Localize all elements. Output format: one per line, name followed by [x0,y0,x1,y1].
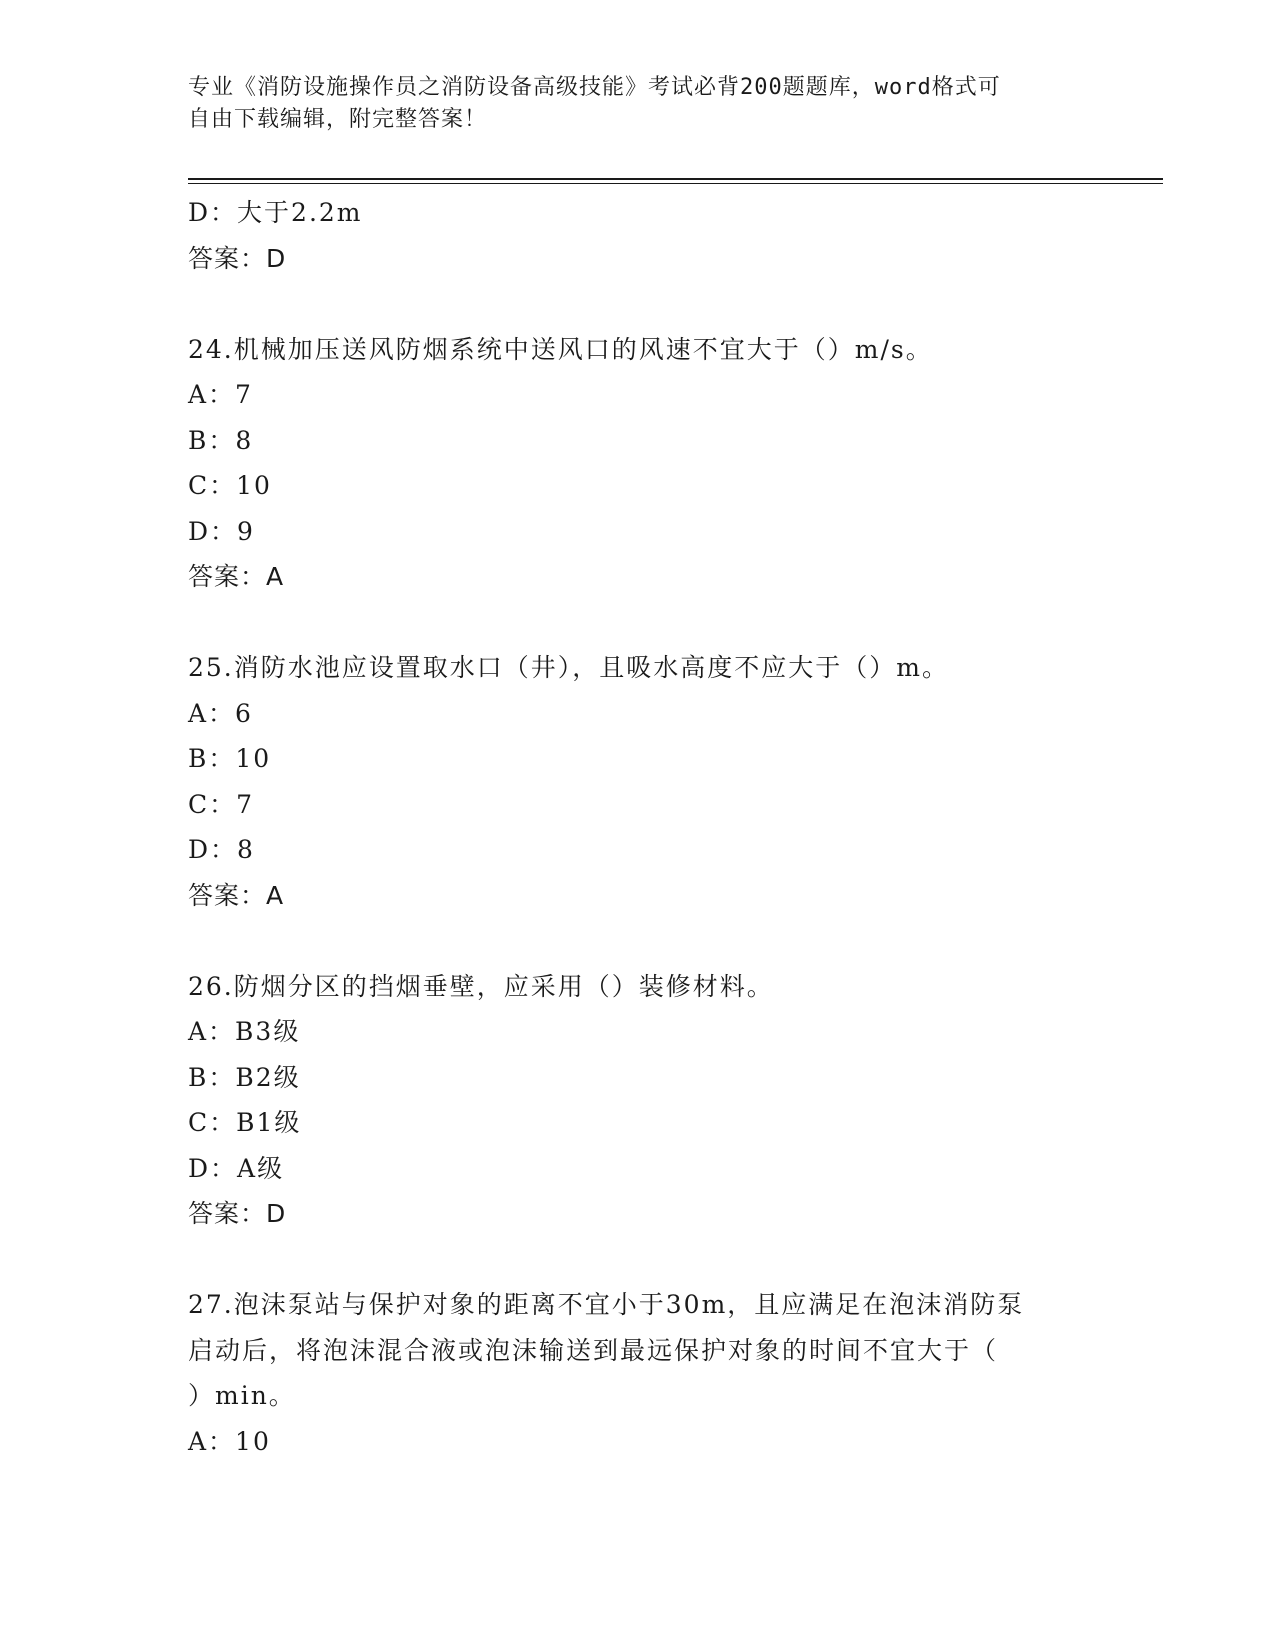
option-d: D：大于2.2m [188,198,363,227]
spacer [188,1237,1078,1283]
option-d: D：A级 [188,1153,285,1183]
question-stem-line-2: 启动后，将泡沫混合液或泡沫输送到最远保护对象的时间不宜大于（ [188,1335,999,1365]
spacer [188,281,1078,327]
header-line-2: 自由下载编辑，附完整答案！ [188,107,488,132]
header-divider-thick [188,178,1163,180]
question-stem-line-1: 27.泡沫泵站与保护对象的距离不宜小于30m，且应满足在泡沫消防泵 [188,1290,1025,1319]
option-c: C：B1级 [188,1108,302,1137]
question-content [188,190,1078,1464]
question-stem: 24.机械加压送风防烟系统中送风口的风速不宜大于（）m/s。 [188,334,933,364]
answer: 答案：A [188,562,285,591]
option-a: A：10 [188,1426,271,1456]
question-24 [188,327,1078,600]
option-b: B：B2级 [188,1062,301,1092]
option-a: A：B3级 [188,1017,301,1046]
option-c: C：10 [188,471,272,500]
option-a: A：6 [188,698,253,728]
header-divider-thin [188,183,1163,184]
option-d: D：9 [188,516,255,546]
spacer [188,918,1078,964]
answer: 答案：A [188,880,285,910]
question-stem-line-3: ）min。 [188,1381,296,1410]
option-a: A：7 [188,380,253,409]
question-stem: 26.防烟分区的挡烟垂壁，应采用（）装修材料。 [188,971,774,1001]
option-d: D：8 [188,835,255,864]
question-26 [188,964,1078,1237]
answer: 答案：D [188,1199,287,1228]
question-25 [188,645,1078,918]
question-stem: 25.消防水池应设置取水口（井），且吸水高度不应大于（）m。 [188,653,949,682]
answer: 答案：D [188,243,287,273]
option-c: C：7 [188,789,255,819]
option-b: B：10 [188,744,272,773]
page-header [188,72,1078,136]
header-line-1: 专业《消防设施操作员之消防设备高级技能》考试必背200题题库，word格式可 [188,75,1001,100]
question-27 [188,1282,1078,1464]
spacer [188,600,1078,646]
option-b: B：8 [188,425,254,455]
question-23-tail [188,190,1078,281]
